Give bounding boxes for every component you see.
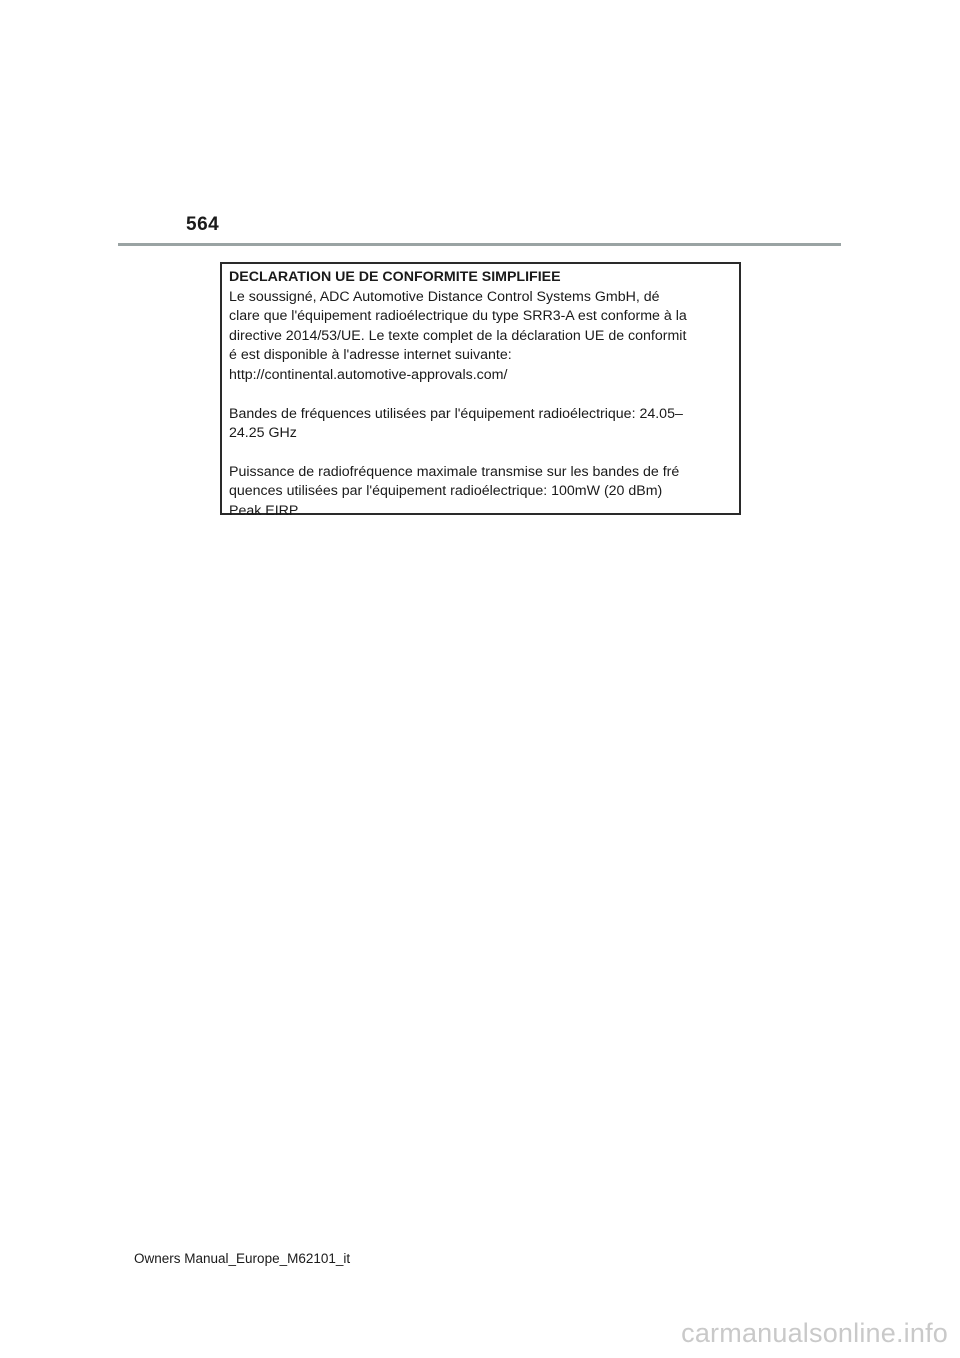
declaration-box xyxy=(220,262,741,519)
footer-manual-id: Owners Manual_Europe_M62101_it xyxy=(134,1251,351,1266)
declaration-paragraph3-line: Puissance de radiofréquence maximale transmise sur les bandes de fré xyxy=(229,463,680,480)
watermark-text: carmanualsonline.info xyxy=(681,1318,948,1348)
declaration-paragraph3-line: quences utilisées par l'équipement radioélectrique: 100mW (20 dBm) xyxy=(229,483,663,500)
declaration-paragraph1-line: Le soussigné, ADC Automotive Distance Control Systems GmbH, dé xyxy=(229,288,660,305)
header-divider xyxy=(118,243,841,246)
declaration-paragraph3-line: Peak EIRP xyxy=(229,502,299,519)
declaration-paragraph1-line: clare que l'équipement radioélectrique du type SRR3-A est conforme à la xyxy=(229,308,687,325)
declaration-paragraph1-line: directive 2014/53/UE. Le texte complet de la déclaration UE de conformit xyxy=(229,327,687,344)
paragraph-spacer xyxy=(229,444,732,463)
paragraph-spacer xyxy=(229,386,732,405)
declaration-title: DECLARATION UE DE CONFORMITE SIMPLIFIEE xyxy=(229,269,561,285)
declaration-paragraph2-line: 24.25 GHz xyxy=(229,425,297,442)
page-number: 564 xyxy=(186,214,220,235)
declaration-paragraph1-line: é est disponible à l'adresse internet suivante: xyxy=(229,347,512,364)
declaration-url: http://continental.automotive-approvals.com/ xyxy=(229,366,508,383)
declaration-paragraph2-line: Bandes de fréquences utilisées par l'équipement radioélectrique: 24.05– xyxy=(229,405,683,422)
